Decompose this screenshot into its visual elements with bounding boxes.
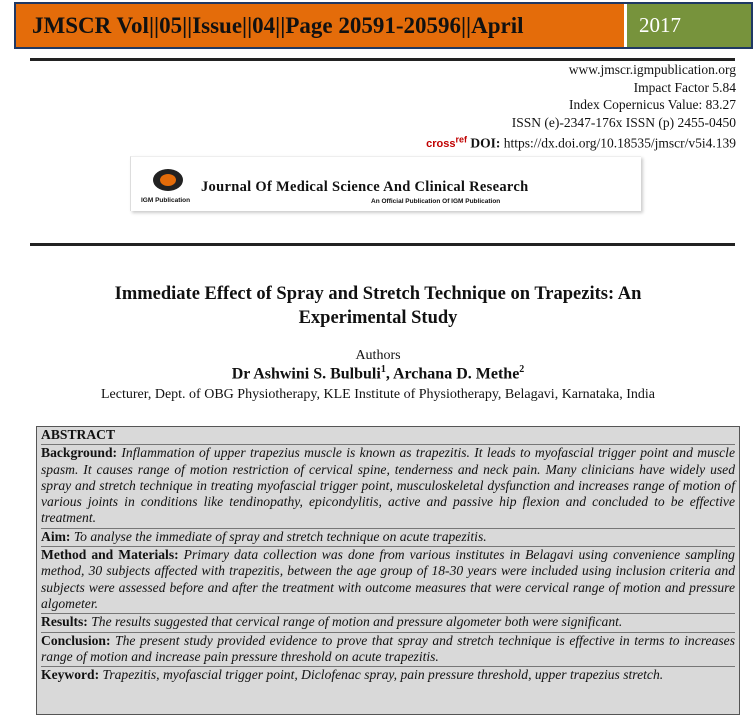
author-list: Dr Ashwini S. Bulbuli$^1$, Archana D. Methe$^2$ — [231, 364, 525, 383]
abstract-box — [36, 426, 740, 715]
author-name: Dr Ashwini S. Bulbuli — [231, 365, 381, 383]
logo-subtitle: An Official Publication Of IGM Publication — [371, 198, 501, 205]
doi-line — [426, 132, 736, 154]
abstract-heading: ABSTRACT — [41, 427, 735, 445]
abstract-results: Results: The results suggested that cervical range of motion and pressure algometer both were significant. — [41, 614, 735, 632]
logo-publisher: IGM Publication — [141, 197, 191, 204]
banner-divider — [30, 243, 735, 246]
website-link[interactable]: www.jmscr.igmpublication.org — [568, 62, 736, 77]
abstract-method: Method and Materials: Primary data collection was done from various institutes in Belagavi using convenience sampling method, 30 subjects affected with trapezitis, between the age group of 18-30 years were included using inclusion criteria and subjects were assessed before and after the treatment with outcome measures that were cervical range of motion and pressure algometer. — [41, 547, 735, 614]
author-name: Archana D. Methe — [392, 365, 520, 383]
impact-factor: Impact Factor 5.84 — [633, 79, 736, 95]
publication-year: 2017 — [624, 4, 751, 47]
igm-emblem-icon — [153, 169, 183, 191]
journal-meta — [426, 61, 736, 154]
index-copernicus: Index Copernicus Value: 83.27 — [569, 97, 736, 113]
doi-link[interactable]: https://dx.doi.org/10.18535/jmscr/v5i4.139 — [500, 135, 736, 151]
doi-label: DOI: — [470, 135, 501, 151]
crossref-logo: cross$^{ref}$ — [426, 134, 467, 151]
abstract-keywords: Keyword: Trapezitis, myofascial trigger point, Diclofenac spray, pain pressure threshold, upper trapezius stretch. — [41, 667, 664, 683]
journal-citation-line: JMSCR Vol||05||Issue||04||Page 20591-20596||April — [16, 4, 624, 47]
issn: ISSN (e)-2347-176x ISSN (p) 2455-0450 — [511, 115, 736, 131]
journal-logo-banner — [130, 156, 641, 211]
logo-journal-name: Journal Of Medical Science And Clinical Research — [201, 179, 529, 195]
authors-label: Authors — [355, 348, 401, 363]
article-title: Immediate Effect of Spray and Stretch Technique on Trapezits: An Experimental Study — [114, 284, 642, 328]
abstract-background: Background: Inflammation of upper trapezius muscle is known as trapezitis. It leads to myofascial trigger point and muscle spasm. It causes range of motion restriction of cervical spine, tenderness and neck pain. Many clinicians have widely used spray and stretch technique in treating myofascial trigger point, musculoskeletal dysfunction and increases range of motion of various joints in conditions like tendinopathy, epicondylitis, active and passive hip flexion and concluded to be effective treatment. — [41, 445, 735, 528]
journal-header-bar — [14, 2, 753, 49]
abstract-aim: Aim: To analyse the immediate of spray and stretch technique on acute trapezitis. — [41, 529, 735, 547]
abstract-conclusion: Conclusion: The present study provided evidence to prove that spray and stretch technique is effective in terms to increases range of motion and increase pain pressure threshold on acute trapezitis. — [41, 633, 735, 668]
affiliation: Lecturer, Dept. of OBG Physiotherapy, KLE Institute of Physiotherapy, Belagavi, Karnataka, India — [101, 387, 655, 402]
